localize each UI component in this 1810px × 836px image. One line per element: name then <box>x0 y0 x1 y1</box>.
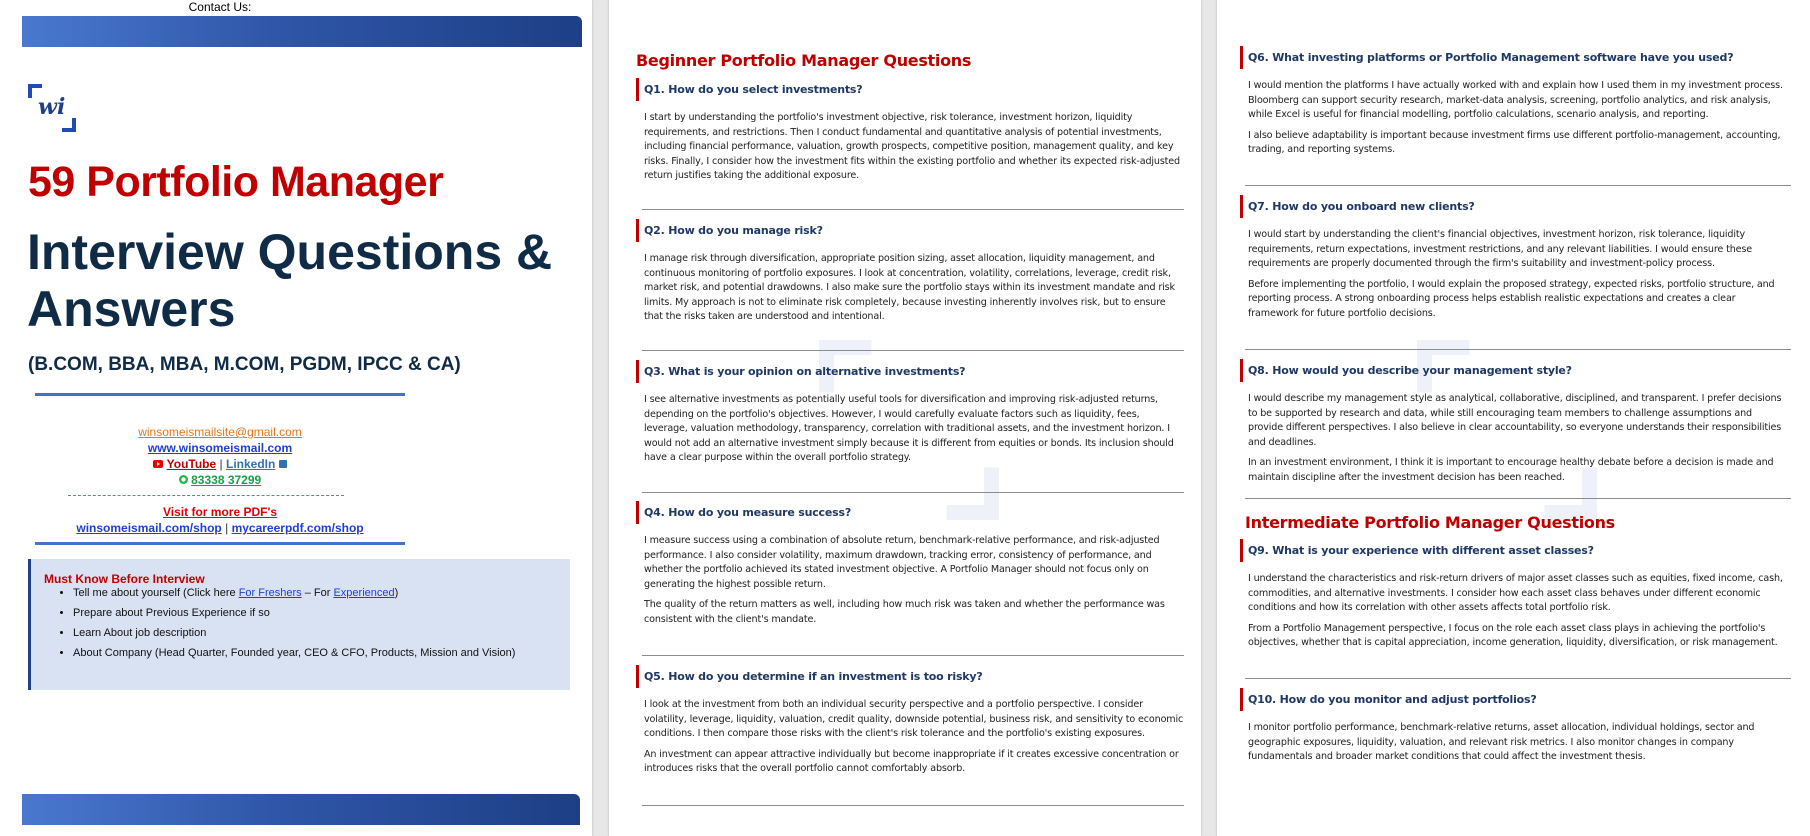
must-know-list <box>31 587 515 667</box>
section-title-intermediate: Intermediate Portfolio Manager Questions <box>1245 513 1615 532</box>
cover-title-line1: 59 Portfolio Manager <box>28 158 444 206</box>
answer: I would mention the platforms I have actually worked with and explain how I used them in my investment process. Bloomberg can support security research, market-data analysis, screening, portfolio analytics, and risk analysis, while Excel is useful for financial modelling, portfolio calculations, scenario analysis, and reporting. I also believe adaptability is important because investment firms use different portfolio-management, accounting, trading, and reporting systems. <box>1248 80 1783 155</box>
experienced-link[interactable]: Experienced <box>333 587 395 599</box>
visit-label[interactable]: Visit for more PDF's <box>163 505 277 519</box>
question-block <box>636 669 1184 783</box>
question-block <box>636 505 1184 633</box>
youtube-icon <box>153 460 163 468</box>
question-separator <box>1245 498 1791 499</box>
question-separator <box>642 350 1184 351</box>
list-item: • Prepare about Previous Experience if so <box>73 607 515 620</box>
contact-heading: Contact Us: <box>188 0 252 14</box>
question-block <box>1240 50 1788 164</box>
website-link[interactable]: www.winsomeismail.com <box>147 441 293 455</box>
email-row <box>35 425 405 439</box>
answer: I understand the characteristics and risk-return drivers of major asset classes such as equities, fixed income, cash, commodities, and alternative investments. I consider how each asset class behaves under different economic conditions and how its correlation with other assets affects total portfolio risk. From a Portfolio Management perspective, I focus on the role each asset class plays in achieving the portfolio's objectives, whether that is capital appreciation, income generation, liquidity, diversification, or risk management. <box>1248 573 1783 648</box>
cover-page <box>0 0 592 836</box>
question-title: Q1. How do you select investments? <box>636 82 1184 97</box>
header-band <box>22 16 582 47</box>
list-item: • About Company (Head Quarter, Founded year, CEO & CFO, Products, Mission and Vision) <box>73 647 515 660</box>
footer-band <box>22 794 580 825</box>
list-item: • Tell me about yourself (Click here For Freshers – For Experienced) <box>73 587 515 600</box>
email-link[interactable]: winsomeismailsite@gmail.com <box>138 425 302 439</box>
shop-row <box>35 521 405 535</box>
divider-bottom <box>35 542 405 545</box>
question-block <box>636 223 1184 331</box>
question-block <box>1240 692 1788 771</box>
whatsapp-icon <box>179 475 188 484</box>
visit-row <box>35 505 405 519</box>
cover-title-line2: Interview Questions & Answers <box>27 224 553 337</box>
answer: I see alternative investments as potentially useful tools for diversification and improving risk-adjusted returns, depending on the portfolio's objectives. However, I would carefully evaluate factors such as liquidity, fees, leverage, valuation methodology, transparency, correlation with traditional assets, and the investment horizon. I would not add an alternative investment simply because it is different from equities or bonds. Its inclusion should have a clear purpose within the overall portfolio strategy. <box>644 394 1174 463</box>
question-title: Q5. How do you determine if an investment is too risky? <box>636 669 1184 684</box>
answer: I start by understanding the portfolio's investment objective, risk tolerance, investment horizon, liquidity requirements, and restrictions. Then I conduct fundamental and quantitative analysis of potential investments, including financial performance, valuation, growth prospects, competitive position, management quality, and key risks. Finally, I consider how the investment fits within the existing portfolio and whether its expected risk-adjusted return justifies taking the additional exposure. <box>644 112 1180 181</box>
question-block <box>636 82 1184 190</box>
shop-link-mycareer[interactable]: mycareerpdf.com/shop <box>231 521 364 535</box>
answer: I would describe my management style as analytical, collaborative, disciplined, and transparent. I prefer decisions to be supported by research and data, while still encouraging team members to challenge assumptions and provide different perspectives. I also believe in clear accountability, so everyone understands their responsibilities and deadlines. In an investment environment, I think it is important to encourage healthy debate before a decision is made and maintain discipline after the investment decision has been reached. <box>1248 393 1782 483</box>
must-know-title: Must Know Before Interview <box>44 572 205 586</box>
question-title: Q7. How do you onboard new clients? <box>1240 199 1788 214</box>
question-block <box>1240 199 1788 327</box>
youtube-link[interactable]: YouTube <box>166 457 217 471</box>
list-item: • Learn About job description <box>73 627 515 640</box>
question-title: Q3. What is your opinion on alternative investments? <box>636 364 1184 379</box>
answer: I would start by understanding the client's financial objectives, investment horizon, risk tolerance, liquidity requirements, return expectations, investment restrictions, and any relevant liabilities. I would ensure these requirements are properly documented through the firm's suitability and investment-policy process. Before implementing the portfolio, I would explain the proposed strategy, expected risks, portfolio structure, and reporting process. A strong onboarding process helps establish realistic expectations and creates a clear framework for future portfolio decisions. <box>1248 229 1775 319</box>
dashed-separator <box>68 495 344 496</box>
section-title-beginner: Beginner Portfolio Manager Questions <box>636 51 972 70</box>
question-separator <box>1245 678 1791 679</box>
answer: I monitor portfolio performance, benchmark-relative returns, asset allocation, individual holdings, sector and geographic exposures, liquidity, valuation, and relevant risk metrics. I also monitor changes in company fundamentals and broader market conditions that could affect the investment thesis. <box>1248 722 1755 762</box>
question-separator <box>642 209 1184 210</box>
question-title: Q8. How would you describe your management style? <box>1240 363 1788 378</box>
answer: I manage risk through diversification, appropriate position sizing, asset allocation, liquidity management, and continuous monitoring of portfolio exposures. I look at concentration, volatility, correlations, leverage, credit risk, market risk, and potential drawdowns. I also make sure the portfolio stays within its investment mandate and risk limits. My approach is not to eliminate risk completely, because investing inherently involves risk, but to ensure that the risks taken are understood and intentional. <box>644 253 1175 322</box>
phone-link[interactable]: 83338 37299 <box>191 473 262 487</box>
questions-page-1 <box>609 0 1201 836</box>
cover-subtitle: (B.COM, BBA, MBA, M.COM, PGDM, IPCC & CA) <box>28 354 461 375</box>
questions-page-2 <box>1217 0 1810 836</box>
question-separator <box>642 655 1184 656</box>
question-title: Q9. What is your experience with different asset classes? <box>1240 543 1788 558</box>
social-row <box>35 457 405 471</box>
divider-top <box>35 393 405 396</box>
answer: I look at the investment from both an individual security perspective and a portfolio perspective. I consider volatility, leverage, liquidity, valuation, credit quality, downside potential, business risk, and sensitivity to economic conditions. I then compare those risks with the client's risk tolerance and the portfolio's existing exposures. An investment can appear attractive individually but become inappropriate if it creates excessive concentration or introduces risks that the overall portfolio cannot comfortably absorb. <box>644 699 1184 774</box>
website-row <box>35 441 405 455</box>
question-separator <box>642 492 1184 493</box>
must-know-box <box>28 559 570 690</box>
question-block <box>1240 543 1788 657</box>
question-block <box>636 364 1184 472</box>
question-title: Q10. How do you monitor and adjust portfolios? <box>1240 692 1788 707</box>
linkedin-icon <box>279 460 287 468</box>
question-block <box>1240 363 1788 491</box>
phone-row <box>35 473 405 487</box>
answer: I measure success using a combination of absolute return, benchmark-relative performance, and risk-adjusted performance. I also consider volatility, maximum drawdown, tracking error, consistency of performance, and whether the portfolio achieved its stated investment objective. A Portfolio Manager should not focus only on generating the highest possible return. The quality of the return matters as well, including how much risk was taken and whether the performance was consistent with the client's mandate. <box>644 535 1165 625</box>
question-separator <box>642 805 1184 806</box>
question-title: Q2. How do you manage risk? <box>636 223 1184 238</box>
question-separator <box>1245 349 1791 350</box>
shop-link-winsome[interactable]: winsomeismail.com/shop <box>76 521 222 535</box>
wi-logo <box>28 84 76 132</box>
social-separator: | <box>219 457 223 471</box>
linkedin-link[interactable]: LinkedIn <box>226 457 276 471</box>
freshers-link[interactable]: For Freshers <box>238 587 302 599</box>
shop-separator: | <box>225 521 229 535</box>
question-separator <box>1245 185 1791 186</box>
question-title: Q4. How do you measure success? <box>636 505 1184 520</box>
question-title: Q6. What investing platforms or Portfolio Management software have you used? <box>1240 50 1788 65</box>
logo-text: wi <box>38 94 66 120</box>
